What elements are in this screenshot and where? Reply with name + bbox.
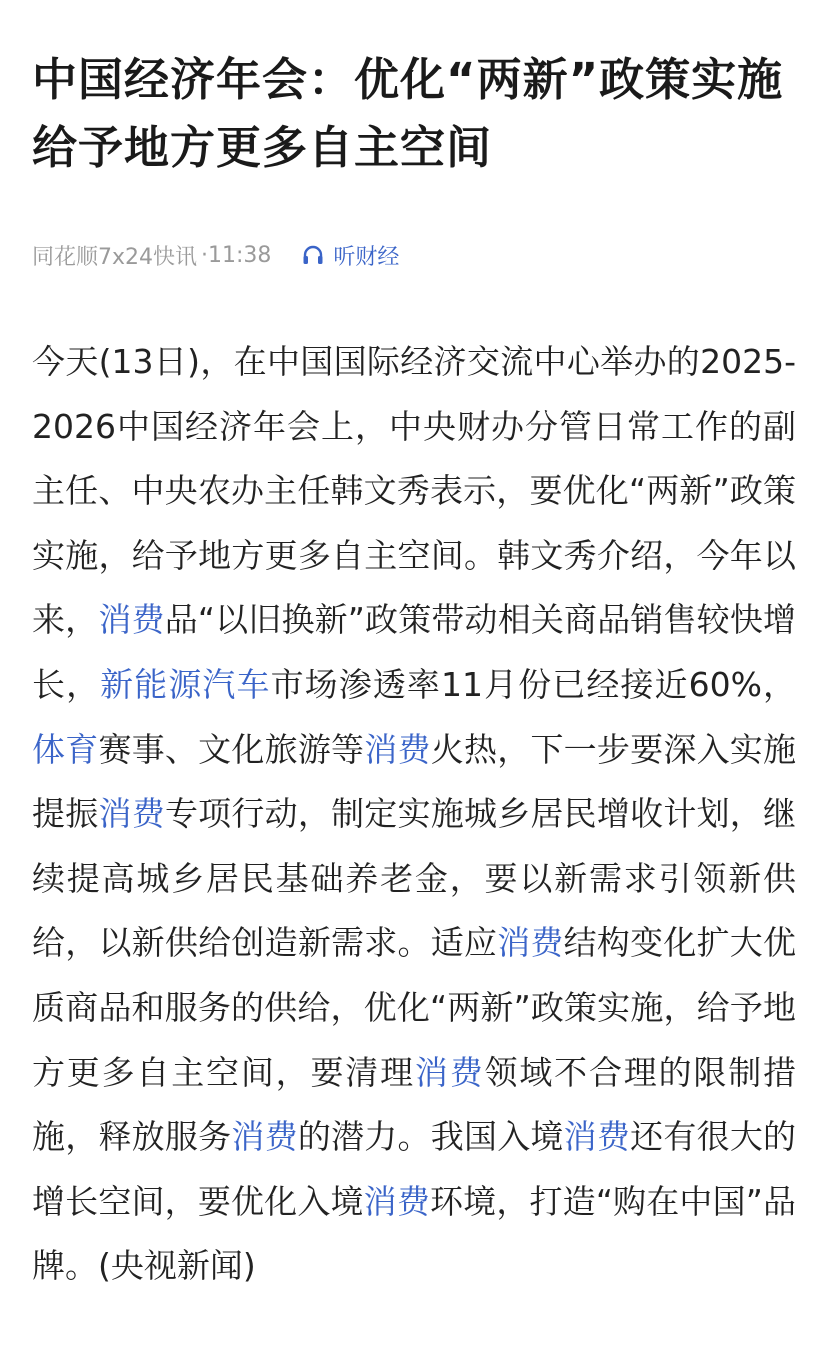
article-title: 中国经济年会：优化“两新”政策实施 给予地方更多自主空间 <box>32 53 784 174</box>
body-text: 环境，打造“购在中国”品牌。(央视新闻) <box>32 1181 797 1286</box>
keyword-link-consumption[interactable]: 消费 <box>563 1117 631 1157</box>
publish-time: ·11:38 <box>201 242 272 268</box>
keyword-link-sports[interactable]: 体育 <box>32 729 99 769</box>
article-meta <box>32 240 796 270</box>
article-body <box>32 330 796 1299</box>
keyword-link-consumption[interactable]: 消费 <box>231 1117 298 1157</box>
body-text: 赛事、文化旅游等 <box>98 729 365 769</box>
body-text: 结构变化扩大优质商品和服务的供给，优化“两新”政策实施，给予地方更多自主空间，要清理 <box>32 923 797 1092</box>
keyword-link-consumption[interactable]: 消费 <box>363 1181 430 1221</box>
source-label: 同花顺7x24快讯 <box>32 244 198 270</box>
keyword-link-consumption[interactable]: 消费 <box>364 729 431 769</box>
body-text: 还有很大的增长空间，要优化入境 <box>32 1117 797 1221</box>
listen-button[interactable] <box>301 240 399 271</box>
keyword-link-nev[interactable]: 新能源汽车 <box>100 664 271 704</box>
body-text: 专项行动，制定实施城乡居民增收计划，继续提高城乡居民基础养老金，要以新需求引领新供给，以新供给创造新需求。适应 <box>32 794 797 963</box>
body-text: 市场渗透率11月份已经接近60%， <box>270 664 797 704</box>
body-text: 品“以旧换新”政策带动相关商品销售较快增长， <box>32 600 797 704</box>
body-text: 今天(13日)，在中国国际经济交流中心举办的2025-2026中国经济年会上，中央财办分管日常工作的副主任、中央农办主任韩文秀表示，要优化“两新”政策实施，给予地方更多自主空间。韩文秀介绍，今年以来， <box>32 342 796 640</box>
keyword-link-consumption[interactable]: 消费 <box>98 794 165 834</box>
body-text: 火热，下一步要深入实施提振 <box>32 729 797 834</box>
keyword-link-consumption[interactable]: 消费 <box>414 1052 485 1092</box>
keyword-link-consumption[interactable]: 消费 <box>98 600 165 640</box>
headphones-icon <box>301 243 325 267</box>
body-text: 的潜力。我国入境 <box>297 1117 564 1157</box>
keyword-link-consumption[interactable]: 消费 <box>497 923 564 963</box>
listen-label: 听财经 <box>333 244 400 270</box>
body-text: 领域不合理的限制措施，释放服务 <box>32 1052 797 1157</box>
